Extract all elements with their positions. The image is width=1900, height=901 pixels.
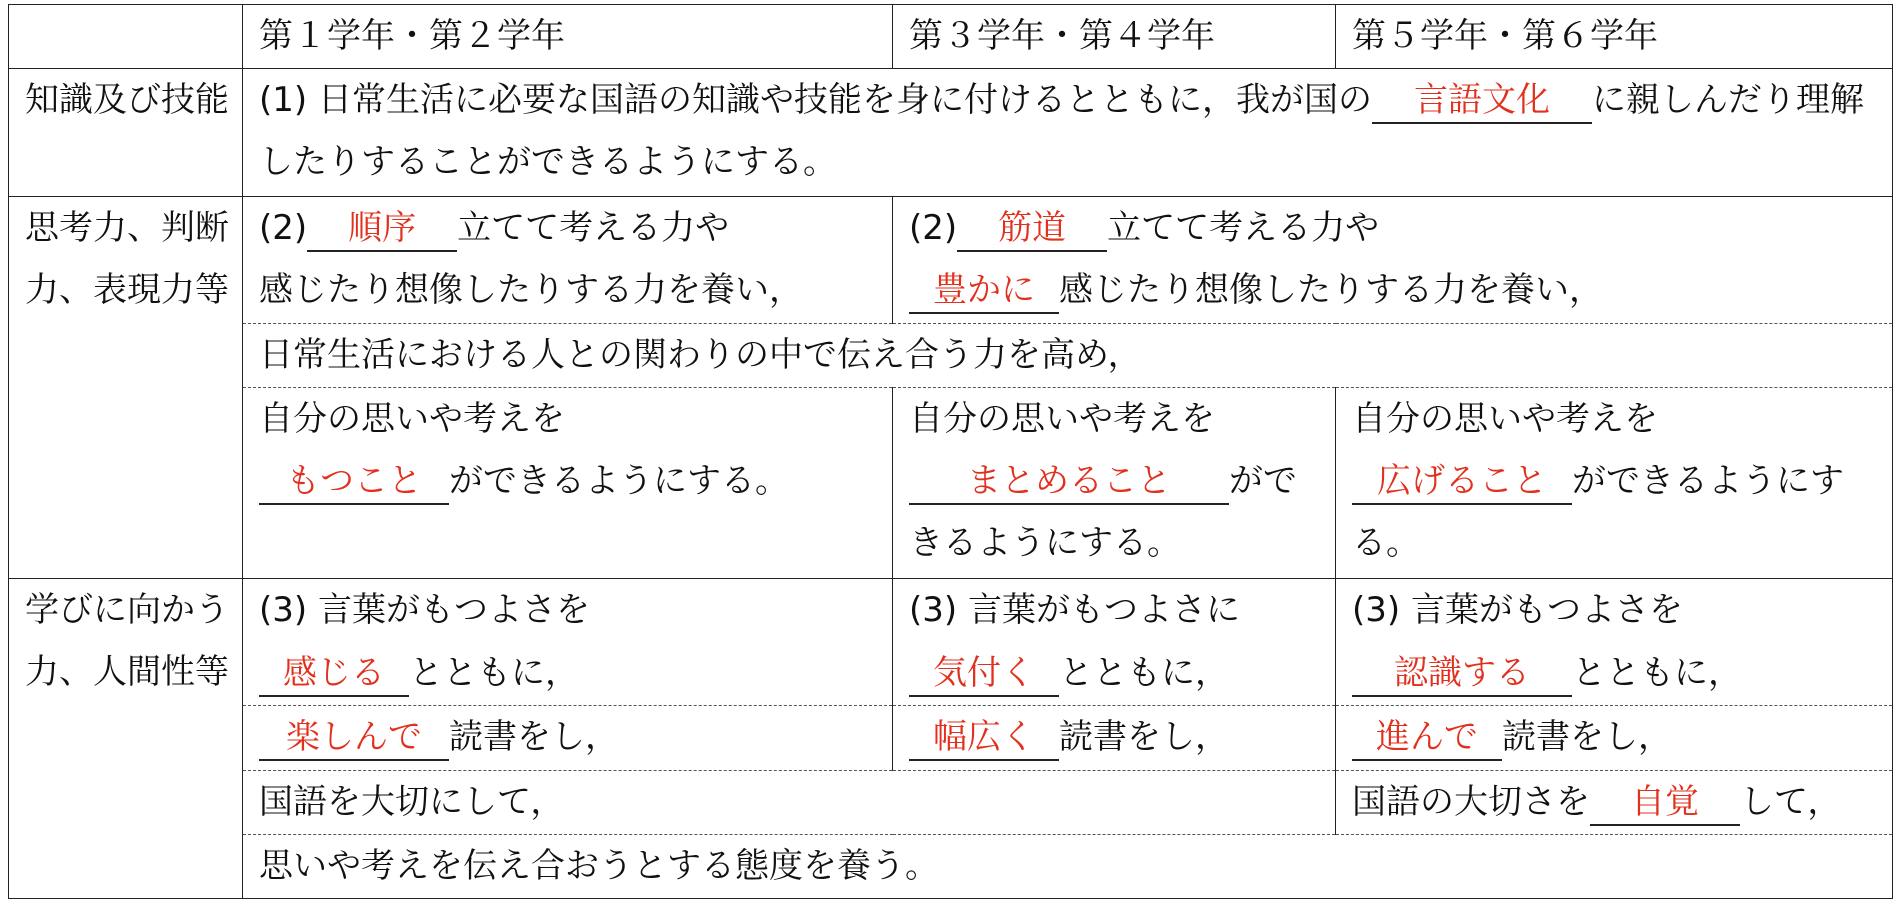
- thinking-own-g56-cell: [1336, 388, 1893, 579]
- header-grade-3-4: 第３学年・第４学年: [893, 5, 1336, 69]
- attitude-g14-care-cell: 国語を大切にして，: [243, 770, 1336, 834]
- answer-blank: 感じる: [259, 651, 409, 697]
- thinking-g12-suffix: 立てて考える力や: [457, 207, 730, 248]
- attitude-g56-suffix1: とともに，: [1572, 653, 1742, 694]
- answer-blank: もつこと: [259, 459, 449, 505]
- attitude-g56-suffix2: 読書をし，: [1502, 717, 1672, 758]
- answer-blank: 広げること: [1352, 459, 1572, 505]
- answer-blank: 幅広く: [909, 715, 1059, 761]
- attitude-g56-feel-cell: [1336, 642, 1893, 706]
- attitude-g12-suffix2: 読書をし，: [449, 717, 619, 758]
- thinking-own-g34-cell: [893, 388, 1336, 579]
- attitude-g34-read-cell: [893, 706, 1336, 770]
- attitude-g12-line1: (3) 言葉がもつよさを: [243, 578, 893, 642]
- thinking-g36-suffix2: 感じたり想像したりする力を養い，: [1059, 269, 1603, 310]
- thinking-g12-line2: 感じたり想像したりする力を養い，: [259, 269, 803, 310]
- answer-blank: 気付く: [909, 651, 1059, 697]
- attitude-g56-line1: (3) 言葉がもつよさを: [1336, 578, 1893, 642]
- thinking-own-g12-suffix: ができるようにする。: [449, 461, 789, 502]
- answer-blank: 順序: [307, 206, 457, 252]
- thinking-grade12-cell: [243, 196, 893, 323]
- answer-blank: 認識する: [1352, 651, 1572, 697]
- answer-blank: 進んで: [1352, 715, 1502, 761]
- thinking-own-g34-text: 自分の思いや考えを: [909, 399, 1215, 440]
- thinking-own-g34-suffix: ができるようにする。: [909, 461, 1297, 564]
- thinking-own-g56-suffix: ができるようにする。: [1352, 461, 1844, 564]
- answer-blank: 豊かに: [909, 268, 1059, 314]
- attitude-g34-suffix2: 読書をし，: [1059, 717, 1229, 758]
- answer-blank: 楽しんで: [259, 715, 449, 761]
- curriculum-goals-table: [8, 4, 1893, 899]
- attitude-g12-feel-cell: [243, 642, 893, 706]
- attitude-g56-care-prefix: 国語の大切さを: [1352, 781, 1590, 822]
- answer-blank: 自覚: [1590, 780, 1740, 826]
- thinking-shared-cell: 日常生活における人との関わりの中で伝え合う力を高め，: [243, 324, 1893, 388]
- thinking-own-g56-text: 自分の思いや考えを: [1352, 399, 1658, 440]
- answer-blank: 筋道: [957, 206, 1107, 252]
- thinking-g12-prefix: (2): [259, 207, 308, 248]
- knowledge-text-before: (1) 日常生活に必要な国語の知識や技能を身に付けるとともに，我が国の: [259, 80, 1372, 121]
- thinking-g36-suffix1: 立てて考える力や: [1107, 207, 1380, 248]
- attitude-g56-read-cell: [1336, 706, 1893, 770]
- thinking-g36-prefix: (2): [909, 207, 958, 248]
- header-grade-1-2: 第１学年・第２学年: [243, 5, 893, 69]
- row-label-thinking: 思考力、判断力、表現力等: [9, 196, 243, 578]
- attitude-g56-care-cell: [1336, 770, 1893, 834]
- thinking-own-g12-cell: [243, 388, 893, 579]
- knowledge-text-after: に親しんだり理解したりすることができるようにする。: [259, 80, 1864, 183]
- attitude-g12-suffix1: とともに，: [409, 653, 579, 694]
- thinking-grade36-cell: [893, 196, 1893, 323]
- attitude-g34-suffix1: とともに，: [1059, 653, 1229, 694]
- attitude-g12-read-cell: [243, 706, 893, 770]
- attitude-g56-care-suffix: して，: [1740, 781, 1842, 822]
- header-empty-cell: [9, 5, 243, 69]
- answer-blank: まとめること: [909, 459, 1229, 505]
- row-label-attitude: 学びに向かう力、人間性等: [9, 578, 243, 898]
- thinking-own-g12-text: 自分の思いや考えを: [259, 399, 565, 440]
- attitude-g34-feel-cell: [893, 642, 1336, 706]
- knowledge-goal-cell: [243, 69, 1893, 196]
- row-label-knowledge: 知識及び技能: [9, 69, 243, 196]
- attitude-g34-line1: (3) 言葉がもつよさに: [893, 578, 1336, 642]
- attitude-shared-end-cell: 思いや考えを伝え合おうとする態度を養う。: [243, 834, 1893, 898]
- header-grade-5-6: 第５学年・第６学年: [1336, 5, 1893, 69]
- answer-blank: 言語文化: [1372, 78, 1592, 124]
